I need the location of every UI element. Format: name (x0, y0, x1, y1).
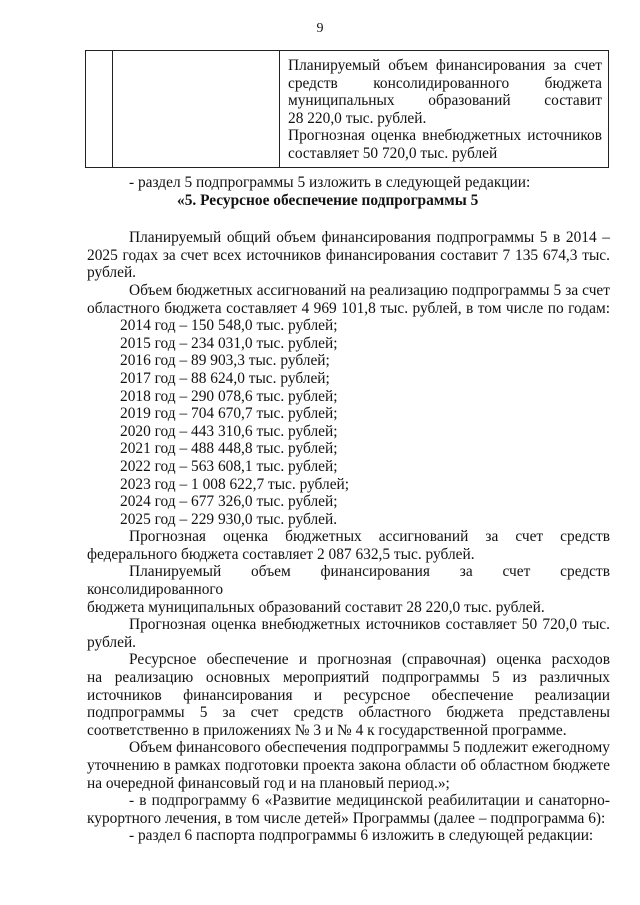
paragraph-line: на реализацию основных мероприятий подпрограммы 5 из различных (87, 669, 610, 687)
paragraph-resource-provision (87, 651, 610, 739)
paragraph-line: Ресурсное обеспечение и прогнозная (справочная) оценка расходов (129, 651, 610, 669)
year-item: 2018 год – 290 078,6 тыс. рублей; (120, 387, 338, 405)
table-line: средств консолидированного бюджета (288, 74, 602, 92)
paragraph-line: Объем финансового обеспечения подпрограммы 5 подлежит ежегодному (129, 739, 610, 757)
table-line: муниципальных образований составит (288, 92, 602, 110)
year-item: 2019 год – 704 670,7 тыс. рублей; (120, 405, 338, 423)
paragraph-line: федерального бюджета составляет 2 087 632,5 тыс. рублей. (87, 545, 475, 563)
years-list (87, 317, 610, 528)
page-number: 9 (316, 21, 324, 36)
paragraph-line: рублей. (87, 264, 137, 282)
paragraph-line: курортного лечения, в том числе детей» Программы (далее – подпрограмма 6): (87, 809, 606, 827)
paragraph-line: уточнению в рамках подготовки проекта закона области об областном бюджете (87, 757, 610, 774)
paragraph-line: Прогнозная оценка внебюджетных источников составляет 50 720,0 тыс. (129, 616, 610, 634)
table-cell-financing (280, 51, 609, 168)
paragraph-line: Объем бюджетных ассигнований на реализацию подпрограммы 5 за счет (129, 281, 610, 299)
year-item: 2016 год – 89 903,3 тыс. рублей; (120, 352, 330, 370)
paragraph-total-financing (87, 229, 610, 282)
paragraph-line: 2025 годах за счет всех источников финансирования составит 7 135 674,3 тыс. (87, 246, 610, 264)
paragraph-line: областного бюджета составляет 4 969 101,8 тыс. рублей, в том числе по годам: (87, 299, 610, 317)
year-item: 2014 год – 150 548,0 тыс. рублей; (120, 317, 338, 335)
paragraph-line: рублей. (87, 633, 137, 651)
year-item: 2017 год – 88 624,0 тыс. рублей; (120, 369, 330, 387)
year-item: 2022 год – 563 608,1 тыс. рублей; (120, 457, 338, 475)
year-item: 2025 год – 229 930,0 тыс. рублей. (120, 510, 338, 528)
paragraph-line: на очередной финансовый год и на плановый период.»; (87, 774, 450, 792)
paragraph-line: подпрограммы 5 за счет средств областного бюджета представлены (87, 704, 610, 722)
paragraph-section6-intro: - раздел 6 паспорта подпрограммы 6 изложить в следующей редакции: (129, 827, 594, 845)
year-item: 2020 год – 443 310,6 тыс. рублей; (120, 422, 338, 440)
section5-title: «5. Ресурсное обеспечение подпрограммы 5 (177, 191, 479, 209)
table-line: 28 220,0 тыс. рублей. (288, 109, 427, 127)
table-line: Прогнозная оценка внебюджетных источников (288, 127, 602, 145)
table-line: составляет 50 720,0 тыс. рублей (288, 144, 498, 162)
document-body (87, 174, 610, 845)
table-cell-empty-1 (86, 51, 113, 168)
year-item: 2015 год – 234 031,0 тыс. рублей; (120, 334, 338, 352)
year-item: 2024 год – 677 326,0 тыс. рублей; (120, 493, 338, 511)
paragraph-federal-budget (87, 528, 610, 563)
year-item: 2021 год – 488 448,8 тыс. рублей; (120, 440, 338, 458)
paragraph-line: соответственно в приложениях № 3 и № 4 к государственной программе. (87, 721, 567, 739)
paragraph-line: Планируемый общий объем финансирования подпрограммы 5 в 2014 – (129, 229, 610, 247)
paragraph-annual-refinement (87, 739, 610, 792)
paragraph-line: источников финансирования и ресурсное обеспечение реализации (87, 686, 610, 704)
year-item: 2023 год – 1 008 622,7 тыс. рублей; (120, 475, 350, 493)
table-cell-empty-2 (113, 51, 280, 168)
table-line: Планируемый объем финансирования за счет (288, 57, 602, 74)
paragraph-extrabudgetary (87, 616, 610, 651)
paragraph-line: - в подпрограмму 6 «Развитие медицинской реабилитации и санаторно- (129, 792, 610, 810)
paragraph-line: Планируемый объем финансирования за счет средств консолидированного (87, 563, 610, 599)
paragraph-subprogram6 (87, 792, 610, 827)
continuation-table (85, 50, 609, 168)
paragraph-line: бюджета муниципальных образований составит 28 220,0 тыс. рублей. (87, 598, 545, 616)
section5-intro: - раздел 5 подпрограммы 5 изложить в следующей редакции: (129, 174, 531, 191)
paragraph-line: Прогнозная оценка бюджетных ассигнований за счет средств (129, 528, 610, 546)
paragraph-regional-budget (87, 282, 610, 317)
paragraph-municipal-budget (87, 563, 610, 616)
